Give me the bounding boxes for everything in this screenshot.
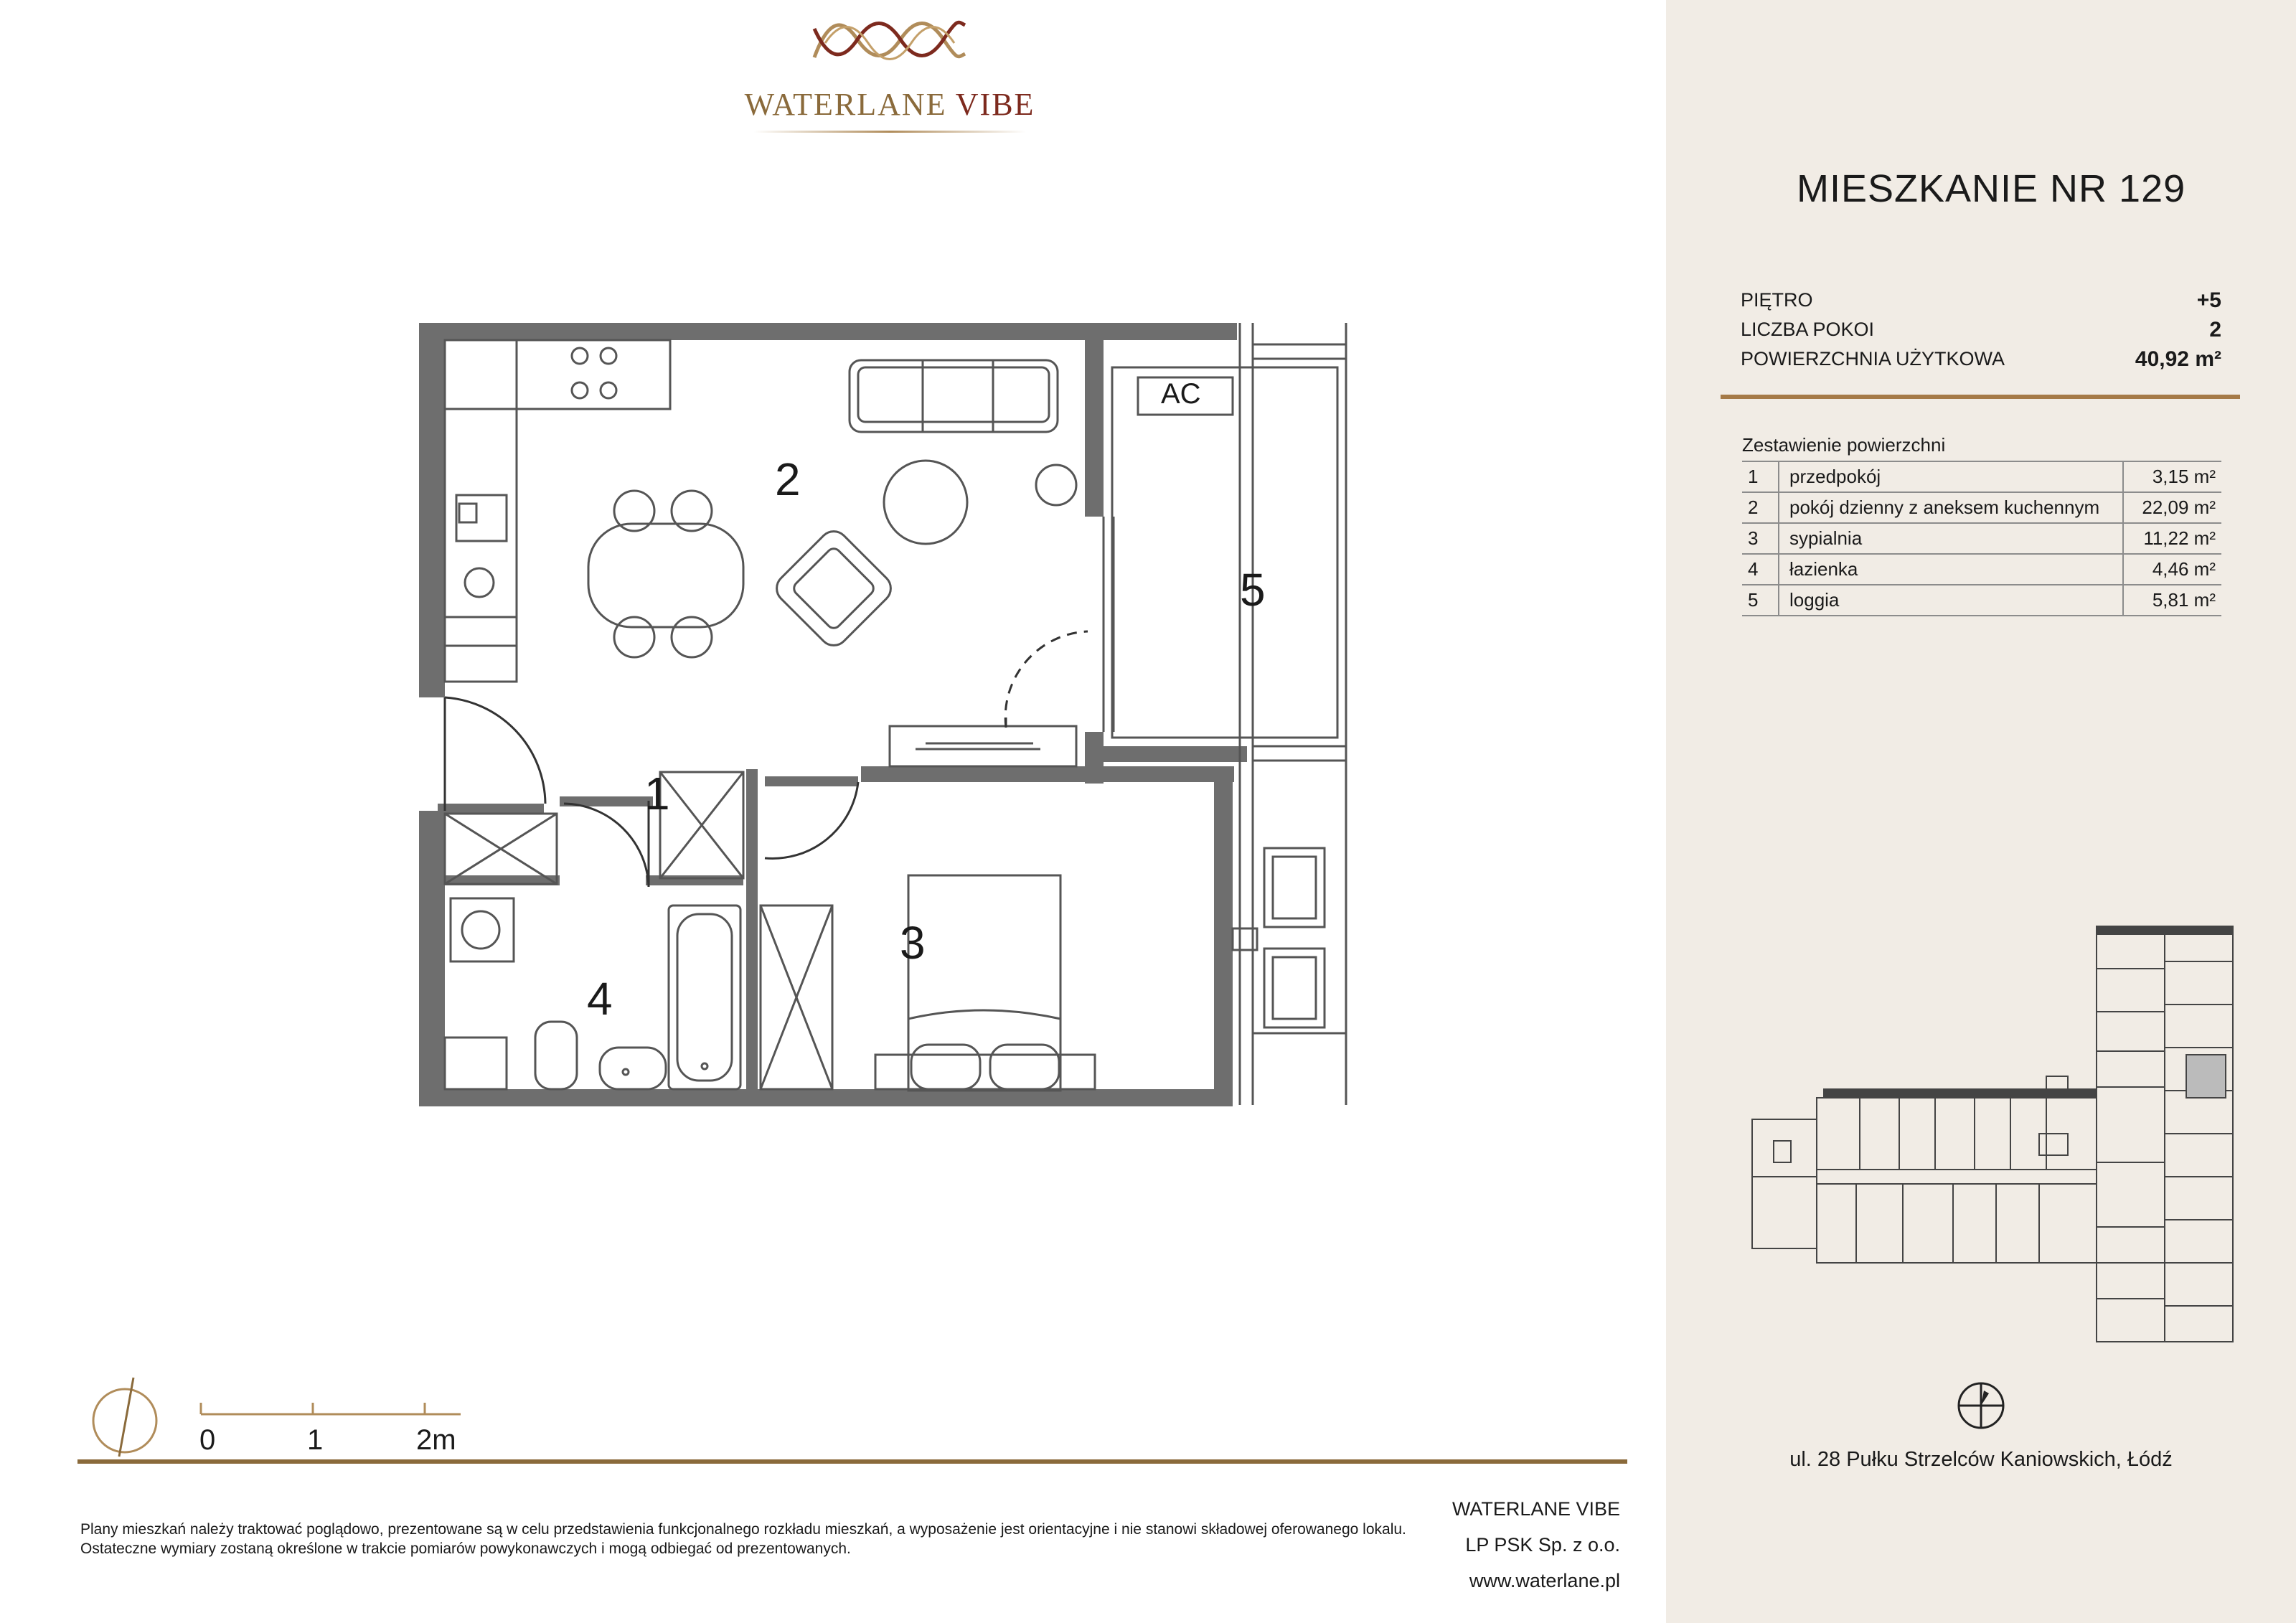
table-row: [1742, 585, 2221, 616]
table-row: [1742, 523, 2221, 554]
address: ul. 28 Pułku Strzelców Kaniowskich, Łódź: [1789, 1448, 2173, 1471]
scale-bar: [86, 1374, 488, 1460]
room-area: 3,15 m²: [2123, 461, 2221, 492]
room-name: loggia: [1779, 585, 2123, 616]
areas-title: Zestawienie powierzchni: [1742, 434, 1946, 456]
info-value: 2: [2209, 318, 2221, 342]
disclaimer: [80, 1520, 1444, 1558]
scale-label-1: 1: [307, 1424, 324, 1456]
room-number-1: 1: [644, 768, 670, 819]
room-number-5: 5: [1240, 564, 1266, 616]
room-name: sypialnia: [1779, 523, 2123, 554]
info-row-floor: [1741, 286, 2221, 315]
brand-name-part1: WATERLANE: [744, 87, 947, 122]
room-number-2: 2: [775, 453, 801, 505]
building-key-plan: [1738, 926, 2240, 1349]
footer-divider: [77, 1459, 1627, 1464]
scale-label-0: 0: [199, 1424, 216, 1456]
info-row-rooms: [1741, 315, 2221, 344]
room-number-4: 4: [587, 973, 613, 1025]
brand-name-part2: VIBE: [955, 87, 1035, 122]
compass-icon: [1954, 1379, 2008, 1432]
brand-name: [739, 86, 1040, 123]
room-no: 5: [1742, 585, 1779, 616]
bed: [875, 875, 1095, 1091]
apartment-info: [1741, 286, 2221, 374]
room-name: pokój dzienny z aneksem kuchennym: [1779, 492, 2123, 523]
cooktop-icon: [572, 348, 616, 398]
company-legal-name: LP PSK Sp. z o.o.: [1465, 1534, 1620, 1556]
disclaimer-line-1: Plany mieszkań należy traktować poglądowo, prezentowane są w celu przedstawienia funkcjonalnego rozkładu mieszkań, a wyposażenie jest orientacyjne i nie stanowi składowej oferowanego lokalu.: [80, 1521, 1406, 1538]
wardrobes: [445, 772, 832, 1089]
info-label: LICZBA POKOI: [1741, 319, 1875, 340]
table-row: [1742, 554, 2221, 585]
info-label: POWIERZCHNIA UŻYTKOWA: [1741, 348, 2005, 370]
apartment-title: MIESZKANIE NR 129: [1797, 167, 2186, 210]
scale-label-2m: 2m: [416, 1424, 456, 1456]
kitchen: [445, 340, 670, 682]
info-value: +5: [2196, 288, 2221, 312]
table-row: [1742, 461, 2221, 492]
room-name: przedpokój: [1779, 461, 2123, 492]
room-area: 5,81 m²: [2123, 585, 2221, 616]
disclaimer-line-2: Ostateczne wymiary zostaną określone w trakcie pomiarów powykonawczych i mogą odbiegać od prezentowanych.: [80, 1540, 851, 1557]
door-swings: [445, 631, 1088, 887]
room-no: 1: [1742, 461, 1779, 492]
logo-underline: [753, 131, 1026, 133]
info-label: PIĘTRO: [1741, 289, 1813, 311]
scale-ticks: [194, 1374, 481, 1417]
company-website[interactable]: www.waterlane.pl: [1469, 1570, 1620, 1591]
company-info: [1452, 1491, 1620, 1599]
windows: [1233, 848, 1325, 1027]
panel-divider: [1721, 395, 2240, 399]
room-name: łazienka: [1779, 554, 2123, 585]
room-area: 4,46 m²: [2123, 554, 2221, 585]
living-room-furniture: [588, 360, 1076, 766]
info-value: 40,92 m²: [2135, 347, 2221, 371]
room-area: 22,09 m²: [2123, 492, 2221, 523]
apartment-floor-plan: [402, 309, 1406, 1119]
brand-logo: [739, 14, 1040, 151]
info-panel: [1666, 0, 2296, 1623]
room-no: 2: [1742, 492, 1779, 523]
room-no: 3: [1742, 523, 1779, 554]
room-no: 4: [1742, 554, 1779, 585]
table-row: [1742, 492, 2221, 523]
room-area: 11,22 m²: [2123, 523, 2221, 554]
room-number-3: 3: [900, 917, 926, 969]
areas-table: [1742, 461, 2221, 616]
wave-logo-icon: [811, 14, 969, 65]
info-row-area: [1741, 344, 2221, 374]
ac-label: AC: [1161, 378, 1201, 410]
company-name: WATERLANE VIBE: [1452, 1498, 1620, 1520]
